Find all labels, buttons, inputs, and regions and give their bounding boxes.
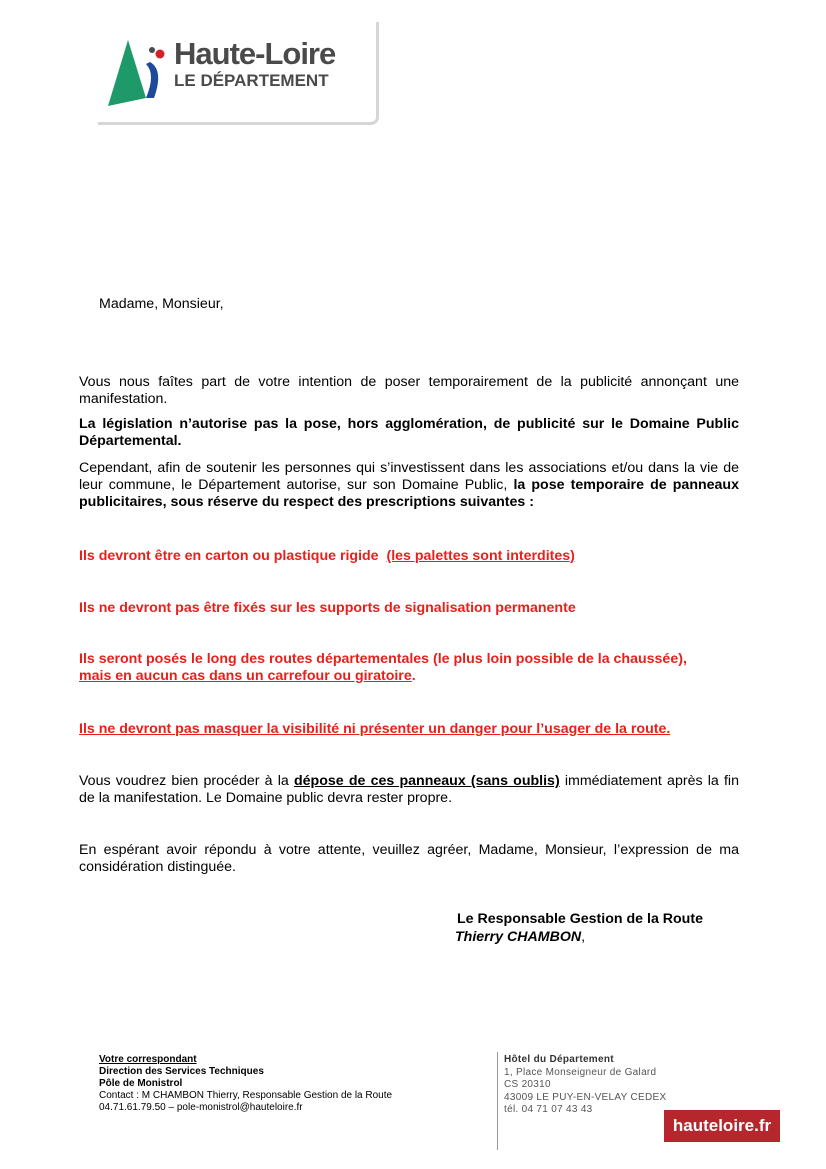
rule-visibility: Ils ne devront pas masquer la visibilité ni présenter un danger pour l’usager de la route.: [79, 721, 671, 737]
rule-placement-line2: mais en aucun cas dans un carrefour ou giratoire: [79, 668, 412, 684]
footer-address-line2: CS 20310: [504, 1079, 551, 1090]
paragraph-removal: [79, 773, 739, 807]
logo-mark-icon: [106, 40, 170, 106]
footer-pole: Pôle de Monistrol: [99, 1078, 183, 1089]
signature-title: Le Responsable Gestion de la Route: [457, 911, 703, 927]
rule-material-note: (les palettes sont interdites): [386, 548, 575, 564]
logo-title: Haute-Loire: [174, 36, 336, 71]
rule-placement-dot: .: [411, 668, 416, 684]
authorisation-bold-text: la pose temporaire de panneaux publicitaires, sous réserve du respect des prescriptions suivantes :: [79, 477, 739, 510]
footer-address: [504, 1054, 666, 1117]
paragraph-intention: Vous nous faîtes part de votre intention de poser temporairement de la publicité annonçant une manifestation.: [79, 374, 739, 407]
authorisation-text: Cependant, afin de soutenir les personnes qui s’investissent dans les associations et/ou dans la vie de leur commune, le Département autorise, sur son Domaine Public,: [79, 460, 739, 493]
removal-bold-text: dépose de ces panneaux (sans oublis): [293, 773, 560, 789]
rule-material-text: Ils devront être en carton ou plastique rigide: [79, 548, 379, 564]
department-logo: [98, 22, 378, 126]
logo-subtitle: LE DÉPARTEMENT: [174, 71, 329, 90]
footer-address-line1: 1, Place Monseigneur de Galard: [504, 1066, 657, 1078]
footer-hotel: Hôtel du Département: [504, 1054, 614, 1065]
signature-comma: ,: [581, 929, 586, 945]
rule-placement: [79, 651, 741, 685]
footer-tel: tél. 04 71 07 43 43: [504, 1104, 593, 1115]
footer-correspondent: [99, 1054, 392, 1114]
rule-material: [79, 548, 575, 565]
rule-no-signs: Ils ne devront pas être fixés sur les supports de signalisation permanente: [79, 600, 576, 616]
removal-text-pre: Vous voudrez bien procéder à la: [79, 773, 289, 789]
website-badge: hauteloire.fr: [664, 1110, 780, 1142]
footer-phone-email: 04.71.61.79.50 – pole-monistrol@hauteloire.fr: [99, 1102, 303, 1113]
paragraph-closing: En espérant avoir répondu à votre attente, veuillez agréer, Madame, Monsieur, l’expression de ma considération distinguée.: [79, 842, 739, 875]
footer-direction: Direction des Services Techniques: [99, 1066, 264, 1077]
footer-address-line3: 43009 LE PUY-EN-VELAY CEDEX: [504, 1091, 667, 1103]
rule-placement-line1: Ils seront posés le long des routes départementales (le plus loin possible de la chaussée),: [79, 651, 687, 667]
salutation: Madame, Monsieur,: [99, 296, 224, 312]
correspondent-label: Votre correspondant: [99, 1054, 197, 1065]
footer-divider: [497, 1052, 498, 1150]
signature-name: Thierry CHAMBON: [455, 929, 582, 945]
paragraph-authorisation: [79, 460, 739, 511]
paragraph-legislation: La législation n’autorise pas la pose, hors agglomération, de publicité sur le Domaine Public Départemental.: [79, 416, 739, 449]
removal-text-post: immédiatement après la fin de la manifestation. Le Domaine public devra rester propre.: [79, 773, 739, 806]
footer-contact: Contact : M CHAMBON Thierry, Responsable Gestion de la Route: [99, 1090, 393, 1101]
signature-name-line: [455, 929, 585, 946]
